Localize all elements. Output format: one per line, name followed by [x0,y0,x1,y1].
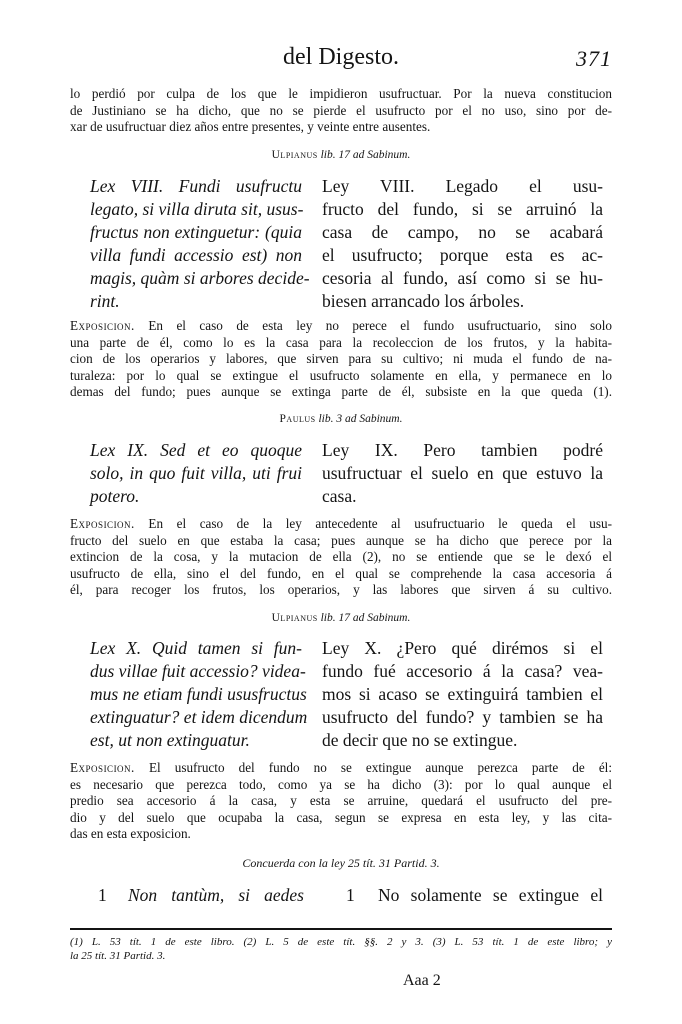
spanish-line: Ley IX. Pero tambien podré [322,440,603,460]
footnote-line: (1) L. 53 tít. 1 de este libro. (2) L. 5 de este tít. §§. 2 y 3. (3) L. 53 tít. 1 de este libro; y [70,936,612,948]
spanish-line: el usufructo; porque esta es ac- [322,245,603,265]
latin-line: extinguatur? et idem dicendum [90,707,308,727]
latin-line: est, ut non extinguatur. [90,730,250,750]
intro-line: xar de usufructuar diez años entre presentes, y veinte entre ausentes. [70,119,431,134]
next-law-latin-number: 1 [98,885,107,905]
spanish-line: casa. [322,486,357,506]
intro-line: lo perdió por culpa de los que le impidieron usufructuar. Por la nueva constitucion [70,86,612,101]
page-header-title: del Digesto. [283,44,399,70]
page-number: 371 [576,46,612,71]
exposition-line: fructo del suelo en que estaba la casa; pues aunque se ha dicho que perece por la [70,532,612,548]
source-work: lib. 17 ad Sabinum. [320,612,411,624]
source-citation [0,413,682,425]
exposition-line: das en esta exposicion. [70,826,191,841]
law-spanish-text [322,439,603,508]
law-spanish-text [322,175,603,313]
law-latin-text [90,637,308,752]
signature-mark: Aaa 2 [403,972,441,989]
spanish-line: Ley X. ¿Pero qué dirémos si el [322,638,603,658]
spanish-line: mos si acaso se extinguirá tambien el [322,684,603,704]
latin-line: solo, in quo fuit villa, uti frui [90,463,302,483]
exposition-lead: Exposicion. [70,318,135,333]
exposition-line: El usufructo del fundo no se extingue aunque perezca parte de él: [148,760,612,775]
latin-line: Lex IX. Sed et eo quoque [90,440,302,460]
next-law-latin-text: Non tantùm, si aedes [128,885,304,905]
next-law-spanish-number: 1 [346,885,355,905]
latin-line: villa fundi accessio est) non [90,245,302,265]
spanish-line: fundo fué accesorio á la casa? vea- [322,661,603,681]
exposition-line: cion de los operarios y labores, que sirven para su cultivo; ni muda el fundo de na- [70,351,612,366]
latin-line: potero. [90,486,140,506]
latin-line: magis, quàm si arbores decide- [90,268,310,288]
exposition-line: demas del fundo; pues aunque se extinga parte de él, subsiste en la que queda (1). [70,384,612,399]
latin-line: mus ne etiam fundi ususfructus [90,684,307,704]
source-work: lib. 3 ad Sabinum. [318,413,403,425]
spanish-line: casa de campo, no se acabará [322,222,603,242]
exposition-paragraph [70,760,612,843]
footnotes [70,935,612,963]
exposition-line: dio y del suelo que ocupaba la casa, segun se expresa en esta ley, y las cita- [70,809,612,825]
law-spanish-text [322,637,603,752]
spanish-line: fructo del fundo, si se arruinó la [322,199,603,219]
exposition-line: una parte de él, como lo es la casa para la recoleccion de los frutos, y la habita- [70,334,612,350]
exposition-lead: Exposicion. [70,516,135,531]
source-author: Paulus [279,413,316,425]
spanish-line: usufructo del fundo? y tambien se ha [322,707,603,727]
exposition-paragraph [70,318,612,401]
latin-line: dus villae fuit accessio? videa- [90,661,306,681]
footnote-line: la 25 tít. 31 Partid. 3. [70,950,166,962]
source-citation [0,149,682,161]
latin-line: Lex X. Quid tamen si fun- [90,638,302,658]
exposition-line: En el caso de esta ley no perece el fundo usufructuario, sino solo [148,318,612,333]
source-work: lib. 17 ad Sabinum. [320,149,411,161]
intro-line: de Justiniano se ha dicho, que no se pierde el usufructo por el no uso, sino por de- [70,102,612,118]
exposition-line: predio sea accesorio á la casa, y esta se arruine, quedará el usufructo del pre- [70,793,612,808]
intro-paragraph [70,86,612,136]
law-latin-text [90,439,302,508]
exposition-line: extincion de la cosa, y la mutacion de ella (2), no se entiende que se le dexó el [70,549,612,564]
exposition-paragraph [70,516,612,599]
exposition-lead: Exposicion. [70,760,135,775]
spanish-line: usufructuar el suelo en que estuvo la [322,463,603,483]
spanish-line: biesen arrancado los árboles. [322,291,525,311]
source-author: Ulpianus [271,612,318,624]
exposition-line: es necesario que perezca todo, como ya se ha dicho (3): por lo qual aunque el [70,776,612,792]
spanish-line: cesoria al fundo, así como si se hu- [322,268,603,288]
exposition-line: él, para recoger los frutos, los operarios, y las labores que sirven á su cultivo. [70,582,612,597]
spanish-line: de decir que no se extingue. [322,730,518,750]
concordance-note: Concuerda con la ley 25 tít. 31 Partid. 3. [242,856,440,870]
latin-line: rint. [90,291,120,311]
law-latin-text [90,175,310,313]
spanish-line: Ley VIII. Legado el usu- [322,176,603,196]
footnote-divider [70,928,612,930]
latin-line: Lex VIII. Fundi usufructu [90,176,302,196]
latin-line: legato, si villa diruta sit, usus- [90,199,304,219]
source-author: Ulpianus [271,149,318,161]
latin-line: fructus non extinguetur: (quia [90,222,302,242]
exposition-line: En el caso de la ley antecedente al usufructuario le queda el usu- [148,516,613,531]
next-law-spanish-text: No solamente se extingue el [378,885,603,905]
source-citation [0,612,682,624]
exposition-line: turaleza: por lo qual se extingue el usufructo solamente en ella, y permanece en lo [70,367,612,383]
exposition-line: usufructo de ella, sino el del fundo, en el qual se comprehende la casa accesoria á [70,565,612,581]
